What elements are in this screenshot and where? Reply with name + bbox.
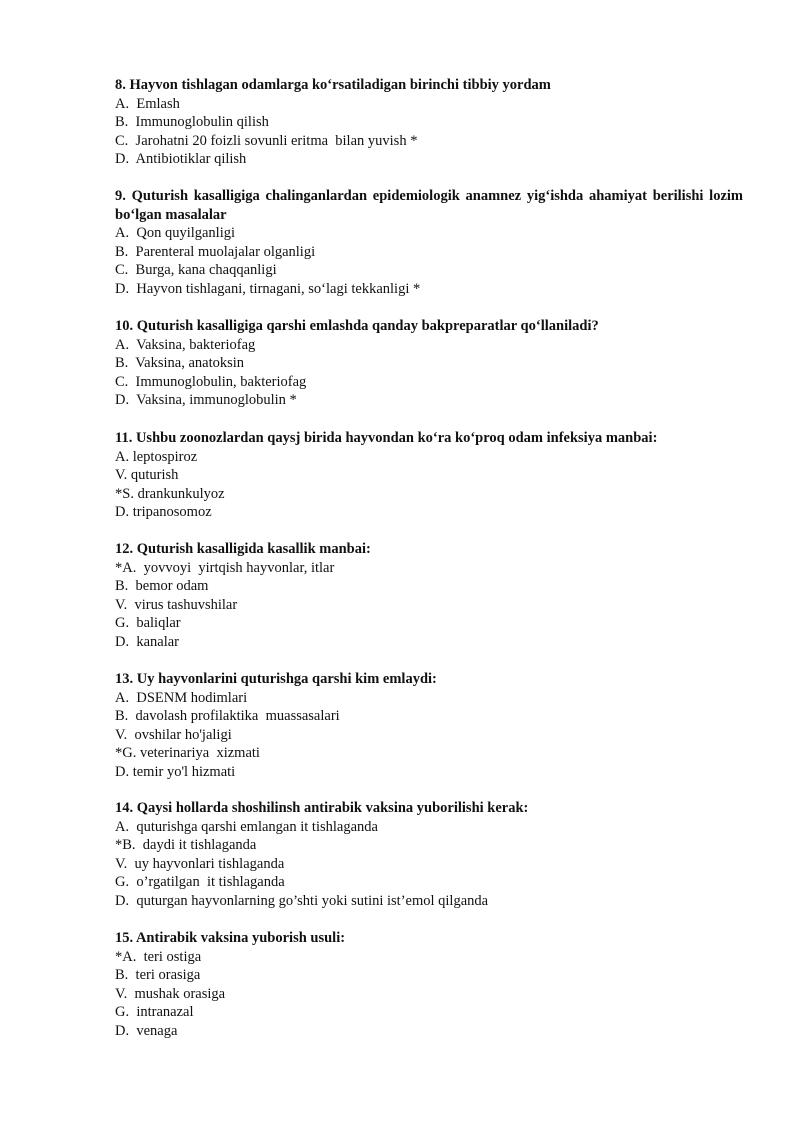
- answer-option: B. teri orasiga: [115, 967, 201, 984]
- answer-option: D. venaga: [115, 1022, 178, 1039]
- question-title: 12. Quturish kasalligida kasallik manbai:: [115, 541, 371, 557]
- answer-option: *G. veterinariya xizmati: [115, 745, 260, 762]
- answer-option: D. tripanosomoz: [115, 504, 212, 521]
- answer-option: A. quturishga qarshi emlangan it tishlaganda: [115, 818, 378, 835]
- answer-option: A. DSENM hodimlari: [115, 689, 248, 706]
- answer-option: C. Jarohatni 20 foizli sovunli eritma bilan yuvish *: [115, 132, 418, 149]
- answer-option: C. Burga, kana chaqqanligi: [115, 262, 277, 279]
- answer-option: G. o’rgatilgan it tishlaganda: [115, 874, 285, 891]
- answer-option: *S. drankunkulyoz: [115, 485, 225, 502]
- answer-option: V. quturish: [115, 467, 179, 484]
- question-9: [115, 187, 743, 299]
- question-8: [115, 76, 743, 169]
- answer-option: B. davolash profilaktika muassasalari: [115, 708, 340, 725]
- answer-option: D. Antibiotiklar qilish: [115, 151, 247, 168]
- answer-option: G. intranazal: [115, 1004, 194, 1021]
- answer-option: V. uy hayvonlari tishlaganda: [115, 855, 285, 872]
- question-title: 11. Ushbu zoonozlardan qaysj birida hayvondan koʻra koʻproq odam infeksiya manbai:: [115, 430, 658, 446]
- question-15: [115, 929, 743, 1041]
- answer-option: V. ovshilar ho'jaligi: [115, 726, 232, 743]
- question-13: [115, 670, 743, 782]
- answer-option: *A. teri ostiga: [115, 948, 202, 965]
- question-title: 13. Uy hayvonlarini quturishga qarshi kim emlaydi:: [115, 671, 437, 687]
- answer-option: A. leptospiroz: [115, 448, 198, 465]
- answer-option: C. Immunoglobulin, bakteriofag: [115, 373, 307, 390]
- answer-option: B. Immunoglobulin qilish: [115, 114, 269, 131]
- answer-option: V. virus tashuvshilar: [115, 596, 238, 613]
- question-10: [115, 317, 743, 410]
- answer-option: D. Hayvon tishlagani, tirnagani, soʻlagi tekkanligi *: [115, 280, 421, 297]
- question-12: [115, 540, 743, 652]
- answer-option: D. temir yo'l hizmati: [115, 763, 236, 780]
- answer-option: B. Vaksina, anatoksin: [115, 355, 245, 372]
- question-title: 14. Qaysi hollarda shoshilinsh antirabik vaksina yuborilishi kerak:: [115, 800, 529, 816]
- answer-option: D. kanalar: [115, 633, 180, 650]
- answer-option: V. mushak orasiga: [115, 985, 226, 1002]
- answer-option: A. Vaksina, bakteriofag: [115, 336, 256, 353]
- answer-option: G. baliqlar: [115, 615, 181, 632]
- answer-option: *B. daydi it tishlaganda: [115, 837, 257, 854]
- answer-option: D. Vaksina, immunoglobulin *: [115, 392, 297, 409]
- question-11: [115, 429, 743, 522]
- answer-option: A. Emlash: [115, 95, 180, 112]
- question-title: 9. Quturish kasalligiga chalinganlardan epidemiologik anamnez yigʻishda ahamiyat berilishi lozim boʻlgan masalalar: [115, 188, 743, 223]
- answer-option: B. bemor odam: [115, 578, 209, 595]
- answer-option: B. Parenteral muolajalar olganligi: [115, 243, 316, 260]
- question-title: 10. Quturish kasalligiga qarshi emlashda qanday bakpreparatlar qoʻllaniladi?: [115, 318, 599, 334]
- question-title: 8. Hayvon tishlagan odamlarga koʻrsatiladigan birinchi tibbiy yordam: [115, 77, 551, 93]
- question-title: 15. Antirabik vaksina yuborish usuli:: [115, 930, 346, 946]
- answer-option: D. quturgan hayvonlarning go’shti yoki sutini ist’emol qilganda: [115, 892, 489, 909]
- answer-option: A. Qon quyilganligi: [115, 225, 236, 242]
- answer-option: *A. yovvoyi yirtqish hayvonlar, itlar: [115, 559, 335, 576]
- question-14: [115, 799, 743, 911]
